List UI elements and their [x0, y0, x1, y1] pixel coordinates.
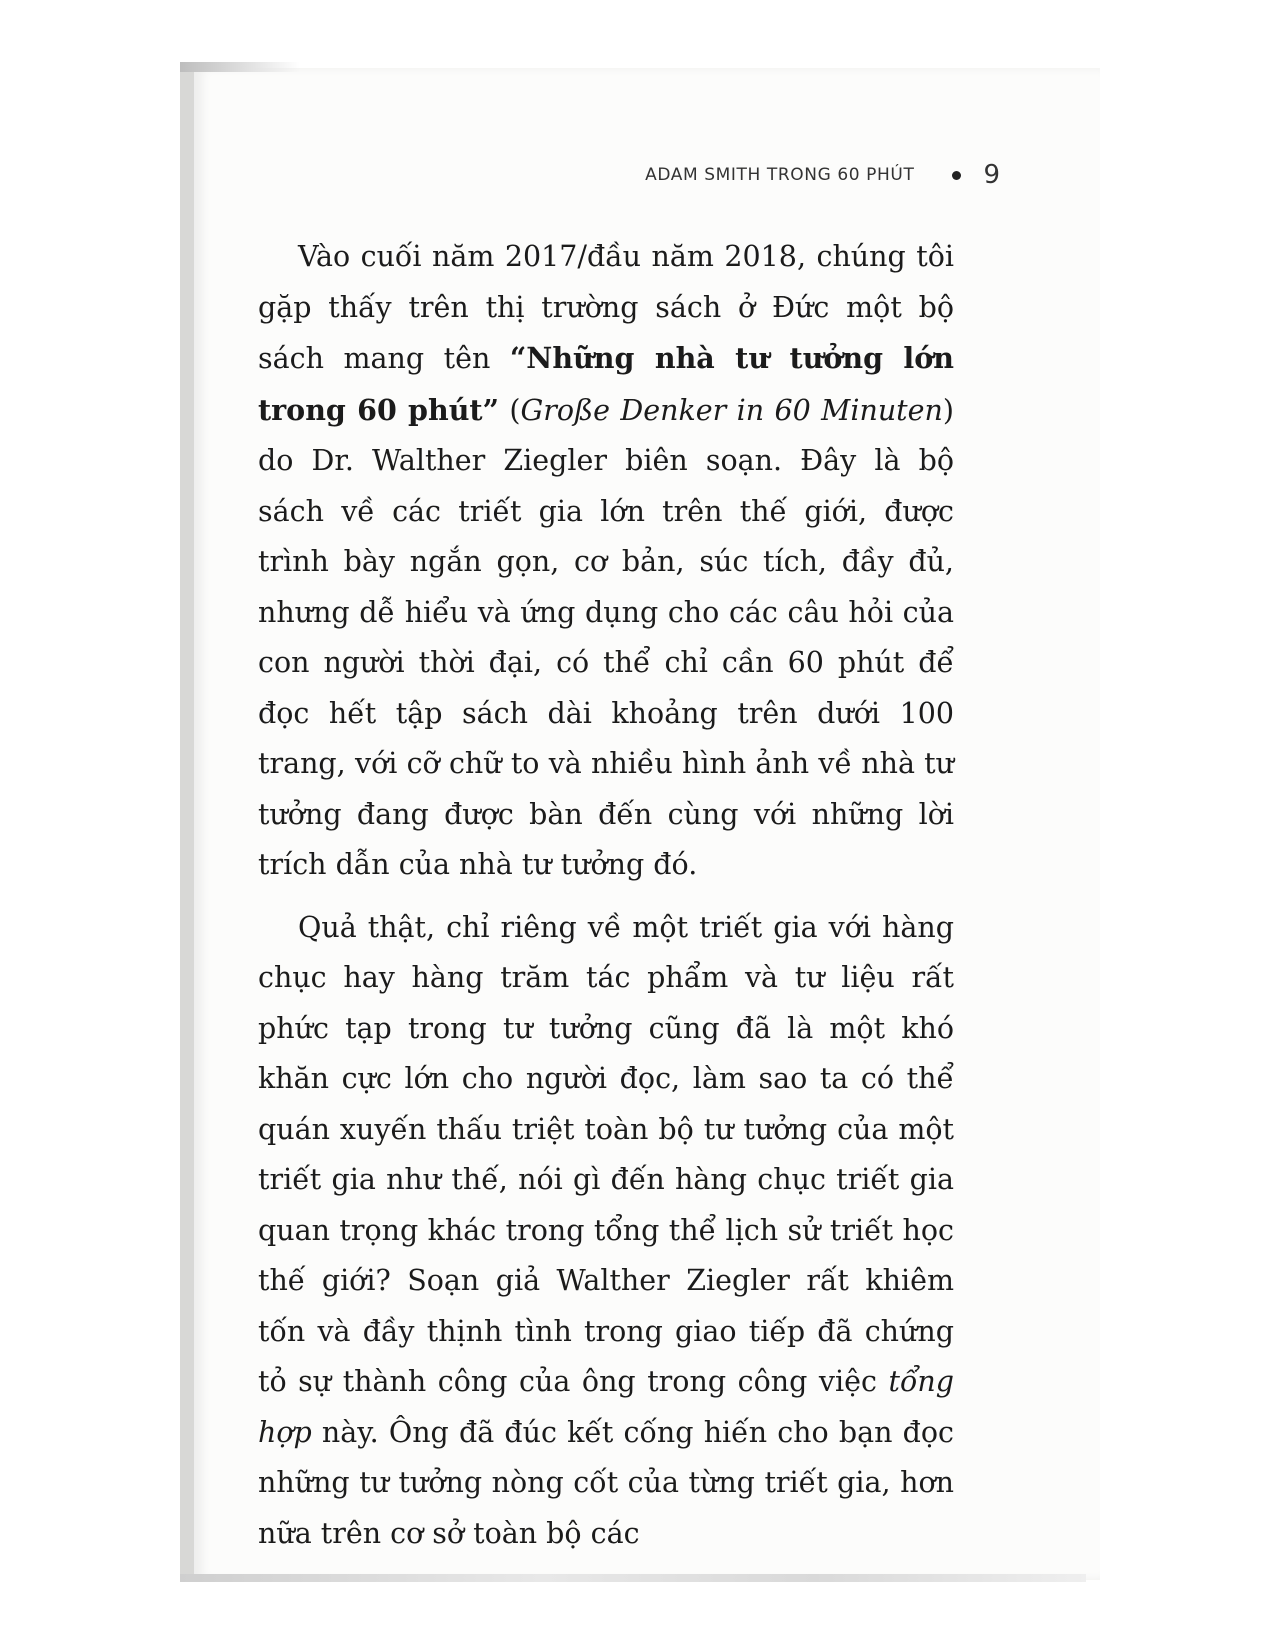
paragraph-1	[258, 232, 954, 891]
bullet-icon	[952, 171, 961, 180]
running-header	[645, 160, 1000, 190]
german-title: Große Denker in 60 Minuten	[520, 393, 943, 427]
emphasis-word: tổng hợp	[258, 1365, 954, 1449]
page-bottom-edge	[180, 1574, 1086, 1582]
page-top-edge	[180, 62, 300, 72]
paragraph-2-text-a: Quả thật, chỉ riêng về một triết gia với hàng chục hay hàng trăm tác phẩm và tư liệu rất phức tạp trong tư tưởng cũng đã là một khó khăn cực lớn cho người đọc, làm sao ta có thể quán xuyến thấu triệt toàn bộ tư tưởng của một triết gia như thế, nói gì đến hàng chục triết gia quan trọng khác trong tổng thể lịch sử triết học thế giới? Soạn giả Walther Ziegler rất khiêm tốn và đầy thịnh tình trong giao tiếp đã chứng tỏ sự thành công của ông trong công việc	[258, 910, 954, 1398]
body-text	[258, 232, 954, 1559]
paragraph-2	[258, 903, 954, 1560]
book-series-title: “Những nhà tư tưởng lớn trong 60 phút”	[258, 341, 954, 427]
paragraph-1-text-a: Vào cuối năm 2017/đầu năm 2018, chúng tôi gặp thấy trên thị trường sách ở Đức một bộ sách mang tên	[258, 240, 954, 375]
paragraph-1-text-b: (	[498, 393, 521, 427]
running-header-title: ADAM SMITH TRONG 60 PHÚT	[645, 165, 915, 185]
paragraph-1-text-c: ) do Dr. Walther Ziegler biên soạn. Đây là bộ sách về các triết gia lớn trên thế giới, được trình bày ngắn gọn, cơ bản, súc tích, đầy đủ, nhưng dễ hiểu và ứng dụng cho các câu hỏi của con người thời đại, có thể chỉ cần 60 phút để đọc hết tập sách dài khoảng trên dưới 100 trang, với cỡ chữ to và nhiều hình ảnh về nhà tư tưởng đang được bàn đến cùng với những lời trích dẫn của nhà tư tưởng đó.	[258, 393, 954, 881]
page-number: 9	[983, 160, 1000, 190]
paragraph-2-text-b: này. Ông đã đúc kết cống hiến cho bạn đọc những tư tưởng nòng cốt của từng triết gia, hơn nữa trên cơ sở toàn bộ các	[258, 1415, 954, 1550]
